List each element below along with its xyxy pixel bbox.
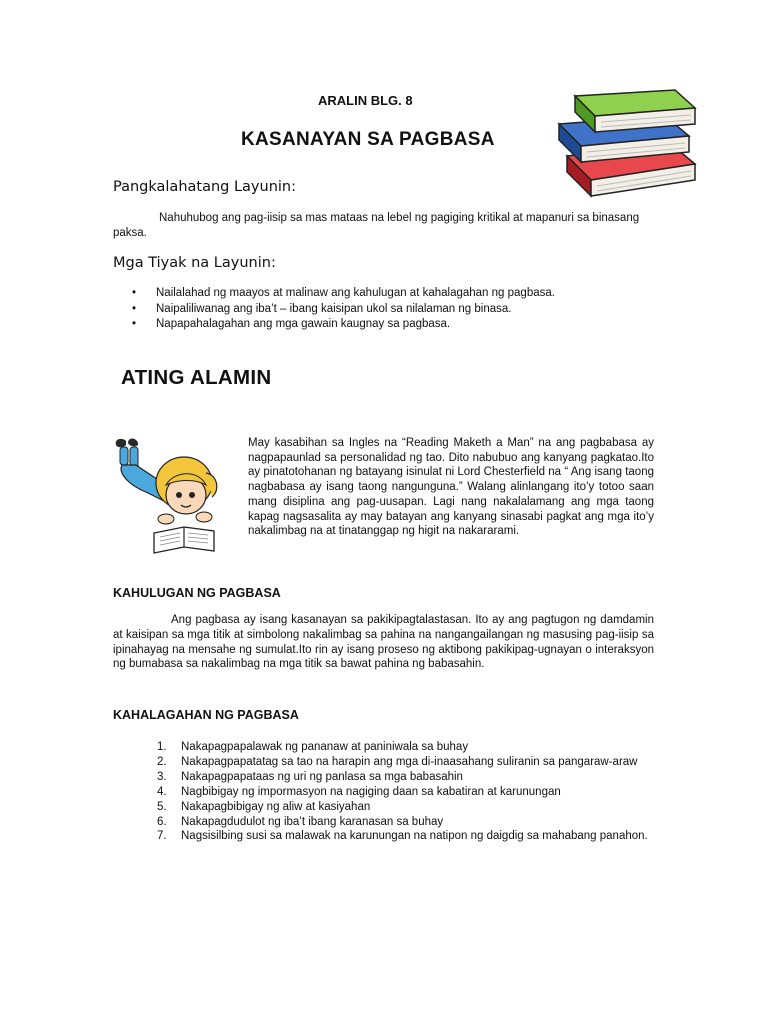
list-number: 2. (157, 755, 167, 768)
list-item (157, 829, 654, 844)
list-number: 1. (157, 741, 167, 753)
list-item (157, 755, 654, 770)
specific-objectives-heading: Mga Tiyak na Layunin: (113, 255, 276, 271)
kahulugan-text: Ang pagbasa ay isang kasanayan sa pakikipagtalastasan. Ito ay ang pagtugon ng damdamin at kaisipan sa mga titik at simbolong nakalimbag sa pahina na nangangailangan ng masusing pag-iisip sa ipinahayag na mensahe ng sumulat.Ito rin ay isang proseso ng aktibong pakikipag-ugnayan o interaksyon ng bumabasa sa nakalimbag na mga titik sa bawat pahina ng babasahin. (113, 614, 654, 671)
list-item (157, 800, 654, 815)
list-text: Nakapagpapatatag sa tao na harapin ang mga di-inaasahang suliranin sa pangaraw-araw (181, 755, 638, 768)
list-item (157, 770, 654, 785)
list-text: Nakapagpapataas ng uri ng panlasa sa mga babasahin (181, 770, 463, 783)
list-item: • Napapahalagahan ang mga gawain kaugnay sa pagbasa. (132, 317, 652, 333)
list-number: 5. (157, 800, 167, 813)
list-number: 7. (157, 830, 167, 843)
general-objective-heading: Pangkalahatang Layunin: (113, 179, 296, 195)
ating-alamin-text: May kasabihan sa Ingles na “Reading Maketh a Man” na ang pagbabasa ay nagpapaunlad sa personalidad ng tao. Dito nabubuo ang kanyang pagkatao.Ito ay pinatotohanan ng batayang isinulat ni Lord Chesterfield na “ Ang isang taong nagbabasa ay isang taong nangunguna.” Walang alinlangang ito’y totoo saan mang disiplina ang pag-uusapan. Lagi nang nakalalamang ang mga taong kapag nagsasalita ay may batayan ang kanyang sinasabi pagkat ang mga ito’y nakalimbag na at tinatanggap ng higit na nakararami. (248, 437, 654, 538)
kahalagahan-list (157, 740, 654, 844)
specific-objectives-list (132, 286, 652, 333)
child-reading-icon (108, 433, 233, 558)
list-text: Nakapagdudulot ng iba’t ibang karanasan sa buhay (181, 815, 444, 828)
stack-of-books-icon (553, 86, 705, 198)
list-text: Nagbibigay ng impormasyon na nagiging daan sa kabatiran at karunungan (181, 785, 561, 798)
kahalagahan-heading: KAHALAGAHAN NG PAGBASA (113, 708, 299, 722)
list-item: • Naipaliliwanag ang iba’t – ibang kaisipan ukol sa nilalaman ng binasa. (132, 302, 652, 318)
list-item: • Nailalahad ng maayos at malinaw ang kahulugan at kahalagahan ng pagbasa. (132, 286, 652, 302)
kahulugan-heading: KAHULUGAN NG PAGBASA (113, 586, 281, 600)
list-item (157, 740, 654, 755)
list-text: Nakapagpapalawak ng pananaw at paniniwala sa buhay (181, 741, 469, 753)
list-number: 3. (157, 770, 167, 783)
page-title: KASANAYAN SA PAGBASA (241, 129, 495, 150)
list-item (157, 815, 654, 830)
ating-alamin-heading: ATING ALAMIN (121, 366, 272, 389)
general-objective-text: Nahuhubog ang pag-iisip sa mas mataas na lebel ng pagiging kritikal at mapanuri sa binasang paksa. (113, 212, 640, 239)
list-number: 6. (157, 815, 167, 828)
list-text: Nakapagbibigay ng aliw at kasiyahan (181, 800, 371, 813)
lesson-number: ARALIN BLG. 8 (318, 93, 413, 108)
list-text: Nagsisilbing susi sa malawak na karunungan na natipon ng daigdig sa mahabang panahon. (181, 830, 648, 843)
list-item (157, 785, 654, 800)
list-number: 4. (157, 785, 167, 798)
